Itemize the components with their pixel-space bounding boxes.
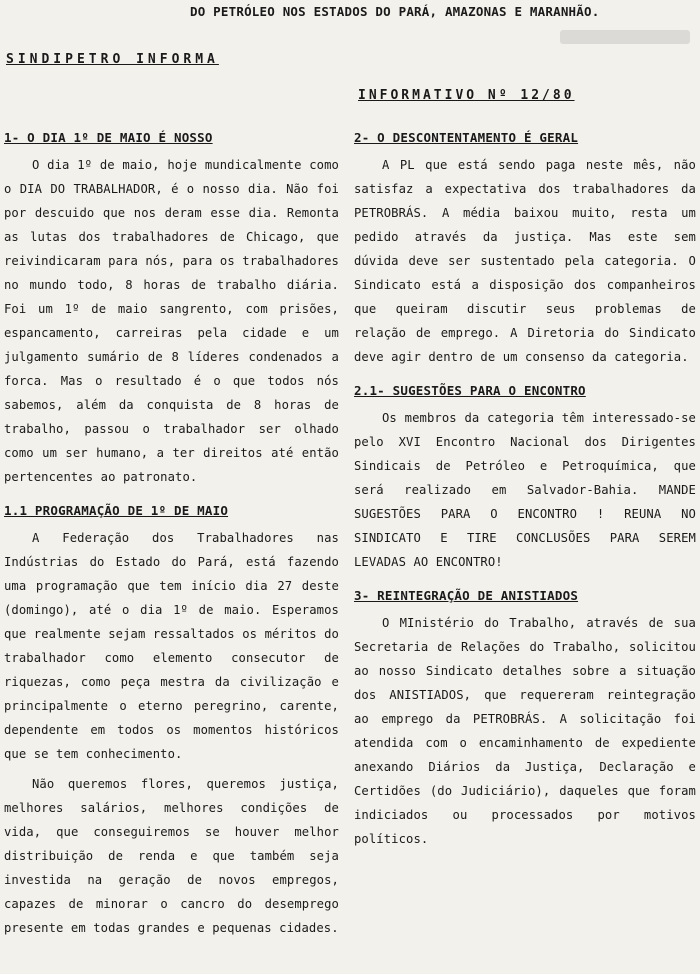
section-1-1-text-2: Não queremos flores, queremos justiça, melhores salários, melhores condições de vida, que conseguiremos se houver melhor distribuição de renda e que também seja investida na geração de novos empregos, capazes de minorar o cancro do desemprego presente em todas grandes e pequenas cidades. [4, 777, 339, 935]
header-top-line: DO PETRÓLEO NOS ESTADOS DO PARÁ, AMAZONAS E MARANHÃO. [190, 4, 600, 19]
section-2-title: 2- O DESCONTENTAMENTO É GERAL [354, 130, 579, 145]
section-1-title: 1- O DIA 1º DE MAIO É NOSSO [4, 130, 213, 145]
section-3-title: 3- REINTEGRAÇÃO DE ANISTIADOS [354, 588, 579, 603]
section-2-1-title: 2.1- SUGESTÕES PARA O ENCONTRO [354, 383, 586, 398]
right-column [354, 130, 696, 851]
left-column [4, 130, 339, 940]
section-2-text: A PL que está sendo paga neste mês, não satisfaz a expectativa dos trabalhadores da PETROBRÁS. A média baixou muito, resta um pedido através da justiça. Mas este sem dúvida deve ser sustentado pela categoria. O Sindicato está a disposição dos companheiros que queiram discutir seus problemas de relação de emprego. A Diretoria do Sindicato deve agir dentro de um consenso da categoria. [354, 158, 696, 364]
issue-number: INFORMATIVO Nº 12/80 [358, 88, 575, 103]
section-2-1-text: Os membros da categoria têm interessado-se pelo XVI Encontro Nacional dos Dirigentes Sindicais de Petróleo e Petroquímica, que será realizado em Salvador-Bahia. MANDE SUGESTÕES PARA O ENCONTRO ! REUNA NO SINDICATO E TIRE CONCLUSÕES PARA SEREM LEVADAS AO ENCONTRO! [354, 411, 696, 569]
scan-artifact [560, 30, 690, 44]
section-3-text: O MInistério do Trabalho, através de sua Secretaria de Relações do Trabalho, solicitou ao nosso Sindicato detalhes sobre a situação dos ANISTIADOS, que requereram reintegração ao emprego da PETROBRÁS. A solicitação foi atendida com o encaminhamento de expediente anexando Diários da Justiça, Declaração e Certidões (do Judiciário), daqueles que foram indiciados ou processados por motivos políticos. [354, 616, 696, 846]
section-1-text: O dia 1º de maio, hoje mundicalmente como o DIA DO TRABALHADOR, é o nosso dia. Não foi por descuido que nos deram esse dia. Remonta as lutas dos trabalhadores de Chicago, que reivindicaram para nós, para os trabalhadores no mundo todo, 8 horas de trabalho diária. Foi um 1º de maio sangrento, com prisões, espancamento, carreiras pela cidade e um julgamento sumário de 8 líderes condenados a forca. Mas o resultado é o que todos nós sabemos, além da conquista de 8 horas de trabalho, passou o trabalhador ser olhado como um ser humano, a ter direitos até então pertencentes ao patronato. [4, 158, 339, 484]
newsletter-title: SINDIPETRO INFORMA [6, 52, 219, 67]
section-1-1-text-1: A Federação dos Trabalhadores nas Indústrias do Estado do Pará, está fazendo uma programação que tem início dia 27 deste (domingo), até o dia 1º de maio. Esperamos que realmente sejam ressaltados os méritos do trabalhador como elemento consecutor de riquezas, como peça mestra da civilização e principalmente o eterno peregrino, carente, dependente em todos os momentos históricos que se tem conhecimento. [4, 531, 339, 761]
section-1-1-title: 1.1 PROGRAMAÇÃO DE 1º DE MAIO [4, 503, 229, 518]
